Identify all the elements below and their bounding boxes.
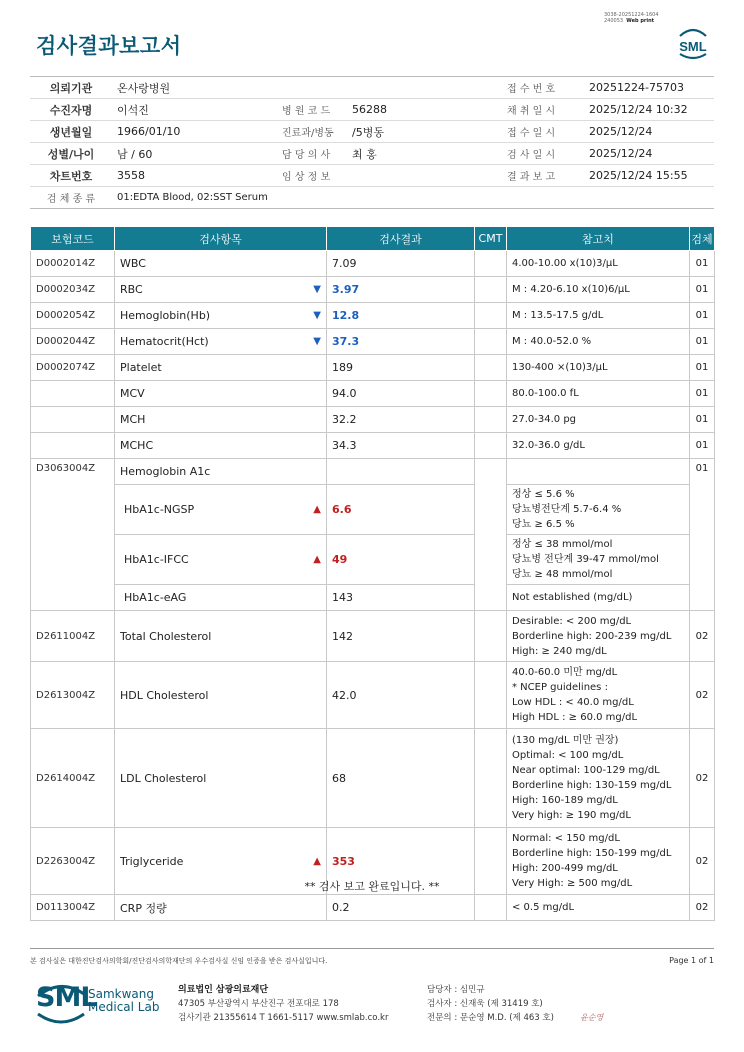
table-row bbox=[31, 303, 715, 329]
info-label: 검 체 종 류 bbox=[30, 187, 112, 209]
item-name: Triglyceride bbox=[120, 854, 184, 868]
result-cell bbox=[327, 251, 475, 277]
item-name-cell bbox=[115, 277, 327, 303]
ref-cell bbox=[507, 459, 690, 485]
ref-cell bbox=[507, 535, 690, 585]
result-value: 32.2 bbox=[332, 413, 357, 426]
ref-line: High: ≥ 240 mg/dL bbox=[512, 645, 607, 657]
table-row bbox=[31, 277, 715, 303]
item-name-cell bbox=[115, 611, 327, 662]
result-cell bbox=[327, 329, 475, 355]
ref-line: Desirable: < 200 mg/dL bbox=[512, 615, 632, 627]
staff-specialist: 전문의 : 문순영 M.D. (제 463 호) bbox=[427, 1013, 554, 1023]
arrow-up-icon: ▲ bbox=[313, 855, 321, 867]
results-header-row bbox=[31, 227, 715, 251]
table-row bbox=[31, 251, 715, 277]
org-info bbox=[178, 983, 388, 1025]
logo-brand bbox=[88, 988, 159, 1014]
specimen-cell: 01 bbox=[690, 251, 715, 277]
info-row bbox=[30, 165, 714, 187]
ref-line: Borderline high: 150-199 mg/dL bbox=[512, 848, 672, 859]
item-name-wrap bbox=[120, 591, 321, 604]
result-value: 3.97 bbox=[332, 283, 360, 296]
col-header-code: 보험코드 bbox=[31, 227, 115, 251]
arrow-up-icon: ▲ bbox=[313, 504, 321, 515]
item-name: HbA1c-IFCC bbox=[124, 553, 189, 566]
result-cell bbox=[327, 485, 475, 535]
specimen-cell: 01 bbox=[690, 277, 715, 303]
item-name-cell bbox=[115, 251, 327, 277]
col-header-specimen: 검체 bbox=[690, 227, 715, 251]
table-row bbox=[31, 407, 715, 433]
ref-line: Low HDL : < 40.0 mg/dL bbox=[512, 697, 634, 708]
ref-line: Normal: < 150 mg/dL bbox=[512, 833, 620, 844]
ref-line: Not established (mg/dL) bbox=[512, 592, 633, 603]
item-name: HDL Cholesterol bbox=[120, 688, 209, 702]
info-label: 접 수 번 호 bbox=[502, 77, 584, 99]
org-contact: 검사기관 21355614 T 1661-5117 www.smlab.co.kr bbox=[178, 1013, 389, 1023]
cmt-cell bbox=[475, 662, 507, 729]
result-value: 68 bbox=[332, 771, 346, 785]
info-label bbox=[277, 77, 347, 99]
info-label: 병 원 코 드 bbox=[277, 99, 347, 121]
specimen-value: 01:EDTA Blood, 02:SST Serum bbox=[112, 187, 714, 209]
info-value: 20251224-75703 bbox=[584, 77, 714, 99]
table-row-subitem bbox=[31, 535, 715, 585]
info-label: 결 과 보 고 bbox=[502, 165, 584, 187]
cmt-cell bbox=[475, 251, 507, 277]
arrow-down-icon: ▼ bbox=[313, 310, 321, 321]
sml-logo-text: SML bbox=[679, 39, 707, 54]
info-label: 진료과/병동 bbox=[277, 121, 347, 143]
result-value: 353 bbox=[332, 854, 355, 868]
ref-cell: 80.0-100.0 fL bbox=[507, 381, 690, 407]
result-value: 7.09 bbox=[332, 257, 357, 270]
item-name: Platelet bbox=[120, 361, 162, 374]
item-name-cell bbox=[115, 329, 327, 355]
table-row bbox=[31, 381, 715, 407]
ref-line: Optimal: < 100 mg/dL bbox=[512, 750, 624, 761]
col-header-ref: 참고치 bbox=[507, 227, 690, 251]
cmt-cell bbox=[475, 729, 507, 828]
result-cell bbox=[327, 729, 475, 828]
info-value: 2025/12/24 10:32 bbox=[584, 99, 714, 121]
info-row bbox=[30, 77, 714, 99]
ref-line: 정상 ≤ 5.6 % bbox=[512, 489, 575, 500]
cmt-cell bbox=[475, 407, 507, 433]
result-cell bbox=[327, 895, 475, 921]
footer-divider bbox=[30, 948, 714, 949]
ref-cell: 130-400 ×(10)3/μL bbox=[507, 355, 690, 381]
item-name: Hemoglobin A1c bbox=[120, 465, 211, 478]
arrow-down-icon: ▼ bbox=[313, 336, 321, 347]
item-name-cell bbox=[115, 407, 327, 433]
result-cell bbox=[327, 407, 475, 433]
result-cell bbox=[327, 381, 475, 407]
code-cell: D2611004Z bbox=[31, 611, 115, 662]
ref-cell: 32.0-36.0 g/dL bbox=[507, 433, 690, 459]
code-cell: D0002014Z bbox=[31, 251, 115, 277]
specimen-cell: 01 bbox=[690, 433, 715, 459]
result-value: 34.3 bbox=[332, 439, 357, 452]
result-cell bbox=[327, 459, 475, 485]
ref-cell: M : 4.20-6.10 x(10)6/μL bbox=[507, 277, 690, 303]
info-value: 2025/12/24 15:55 bbox=[584, 165, 714, 187]
item-name: Total Cholesterol bbox=[120, 629, 212, 643]
result-value: 12.8 bbox=[332, 309, 360, 322]
web-print-label: Web print bbox=[626, 18, 655, 24]
ref-cell bbox=[507, 662, 690, 729]
specimen-cell: 02 bbox=[690, 662, 715, 729]
item-name-cell bbox=[115, 895, 327, 921]
item-name: Hematocrit(Hct) bbox=[120, 335, 209, 348]
ref-line: 당뇨 ≥ 48 mmol/mol bbox=[512, 569, 613, 580]
ref-line: * NCEP guidelines : bbox=[512, 682, 608, 693]
cmt-cell bbox=[475, 303, 507, 329]
item-name-wrap bbox=[120, 503, 321, 516]
table-row-a1c bbox=[31, 459, 715, 485]
item-name: LDL Cholesterol bbox=[120, 771, 207, 785]
item-name-wrap bbox=[120, 553, 321, 566]
org-name: 의료법인 삼광의료재단 bbox=[178, 985, 269, 995]
specimen-cell: 02 bbox=[690, 828, 715, 895]
item-name: MCV bbox=[120, 387, 145, 400]
ref-cell: 4.00-10.00 x(10)3/μL bbox=[507, 251, 690, 277]
info-label: 접 수 일 시 bbox=[502, 121, 584, 143]
info-label: 수진자명 bbox=[30, 99, 112, 121]
code-cell: D0113004Z bbox=[31, 895, 115, 921]
info-value: 2025/12/24 bbox=[584, 143, 714, 165]
ref-line: Borderline high: 130-159 mg/dL bbox=[512, 780, 672, 791]
ref-cell bbox=[507, 729, 690, 828]
result-value: 142 bbox=[332, 629, 353, 643]
org-address: 47305 부산광역시 부산진구 전포대로 178 bbox=[178, 999, 339, 1009]
code-cell: D0002034Z bbox=[31, 277, 115, 303]
table-row bbox=[31, 433, 715, 459]
item-name-cell bbox=[115, 303, 327, 329]
specimen-cell: 01 bbox=[690, 303, 715, 329]
table-row bbox=[31, 355, 715, 381]
cmt-cell bbox=[475, 459, 507, 611]
cmt-cell bbox=[475, 895, 507, 921]
info-value: /5병동 bbox=[347, 121, 502, 143]
ref-line: Very High: ≥ 500 mg/dL bbox=[512, 878, 633, 889]
info-value: 3558 bbox=[112, 165, 277, 187]
info-label: 담 당 의 사 bbox=[277, 143, 347, 165]
cmt-cell bbox=[475, 355, 507, 381]
col-header-cmt: CMT bbox=[475, 227, 507, 251]
item-name-wrap bbox=[120, 630, 321, 643]
info-value bbox=[347, 165, 502, 187]
info-value: 최 홍 bbox=[347, 143, 502, 165]
item-name: RBC bbox=[120, 283, 143, 296]
info-value: 1966/01/10 bbox=[112, 121, 277, 143]
info-label: 차트번호 bbox=[30, 165, 112, 187]
item-name: CRP 정량 bbox=[120, 901, 167, 915]
item-name-wrap bbox=[120, 257, 321, 270]
info-value: 남 / 60 bbox=[112, 143, 277, 165]
item-name: MCHC bbox=[120, 439, 154, 452]
ref-line: 정상 ≤ 38 mmol/mol bbox=[512, 539, 613, 550]
code-cell: D0002074Z bbox=[31, 355, 115, 381]
info-row-specimen bbox=[30, 187, 714, 209]
specimen-cell: 01 bbox=[690, 329, 715, 355]
web-print-stamp bbox=[604, 12, 659, 24]
ref-line: 당뇨 ≥ 6.5 % bbox=[512, 519, 575, 530]
ref-cell bbox=[507, 611, 690, 662]
samkwang-logo bbox=[36, 980, 166, 1026]
result-cell bbox=[327, 303, 475, 329]
info-label: 검 사 일 시 bbox=[502, 143, 584, 165]
info-value: 이석진 bbox=[112, 99, 277, 121]
cmt-cell bbox=[475, 433, 507, 459]
info-value: 온사랑병원 bbox=[112, 77, 277, 99]
page-title: 검사결과보고서 bbox=[36, 34, 182, 58]
ref-line: < 0.5 mg/dL bbox=[512, 902, 575, 913]
certification-note: 본 검사실은 대한진단검사의학회/진단검사의학재단의 우수검사실 신임 인증을 받은 검사실입니다. bbox=[30, 957, 328, 965]
arrow-down-icon: ▼ bbox=[313, 284, 321, 295]
info-label: 생년월일 bbox=[30, 121, 112, 143]
table-row-subitem bbox=[31, 585, 715, 611]
specimen-cell: 01 bbox=[690, 381, 715, 407]
result-value: 189 bbox=[332, 361, 353, 374]
ref-cell bbox=[507, 895, 690, 921]
page-number: Page 1 of 1 bbox=[669, 956, 714, 965]
table-row-subitem bbox=[31, 485, 715, 535]
info-label: 의뢰기관 bbox=[30, 77, 112, 99]
result-value: 94.0 bbox=[332, 387, 357, 400]
web-print-id: 3038-20251224-1604 bbox=[604, 12, 659, 18]
ref-line: High: 200-499 mg/dL bbox=[512, 863, 618, 874]
result-value: 143 bbox=[332, 591, 353, 604]
code-cell bbox=[31, 381, 115, 407]
arrow-up-icon: ▲ bbox=[313, 554, 321, 565]
item-name-wrap bbox=[120, 689, 321, 702]
item-name-wrap bbox=[120, 387, 321, 400]
info-row bbox=[30, 99, 714, 121]
info-label: 성별/나이 bbox=[30, 143, 112, 165]
report-complete-text: ** 검사 보고 완료입니다. ** bbox=[304, 880, 440, 893]
item-name-wrap bbox=[120, 900, 321, 916]
info-label: 임 상 정 보 bbox=[277, 165, 347, 187]
sml-logo-icon bbox=[674, 24, 712, 62]
ref-line: 40.0-60.0 미만 mg/dL bbox=[512, 667, 618, 678]
result-value: 6.6 bbox=[332, 503, 352, 516]
item-name-wrap bbox=[120, 439, 321, 452]
code-cell: D0002044Z bbox=[31, 329, 115, 355]
info-value: 56288 bbox=[347, 99, 502, 121]
item-name-wrap bbox=[120, 361, 321, 374]
ref-line: High HDL : ≥ 60.0 mg/dL bbox=[512, 712, 638, 723]
item-name-wrap bbox=[120, 335, 321, 348]
item-name-cell bbox=[115, 355, 327, 381]
code-cell: D2613004Z bbox=[31, 662, 115, 729]
code-cell bbox=[31, 433, 115, 459]
table-row bbox=[31, 895, 715, 921]
code-cell: D3063004Z bbox=[31, 459, 115, 611]
staff-tester: 검사자 : 신재욱 (제 31419 호) bbox=[427, 999, 543, 1009]
result-cell bbox=[327, 535, 475, 585]
specimen-cell: 02 bbox=[690, 611, 715, 662]
col-header-result: 검사결과 bbox=[327, 227, 475, 251]
item-name-wrap bbox=[120, 309, 321, 322]
item-name-cell bbox=[115, 459, 327, 485]
item-name: Hemoglobin(Hb) bbox=[120, 309, 211, 322]
table-row bbox=[31, 729, 715, 828]
item-name-cell bbox=[115, 535, 327, 585]
item-name: WBC bbox=[120, 257, 146, 270]
ref-line: 당뇨병전단계 5.7-6.4 % bbox=[512, 504, 622, 515]
code-cell: D2614004Z bbox=[31, 729, 115, 828]
item-name-cell bbox=[115, 585, 327, 611]
cmt-cell bbox=[475, 277, 507, 303]
logo-line1: Samkwang bbox=[88, 987, 154, 1001]
item-name-wrap bbox=[120, 772, 321, 785]
specimen-cell: 01 bbox=[690, 355, 715, 381]
ref-line: Borderline high: 200-239 mg/dL bbox=[512, 630, 672, 642]
signature: 윤순영 bbox=[580, 1013, 604, 1022]
info-value: 2025/12/24 bbox=[584, 121, 714, 143]
code-cell: D2263004Z bbox=[31, 828, 115, 895]
ref-cell: M : 13.5-17.5 g/dL bbox=[507, 303, 690, 329]
staff-info bbox=[427, 983, 554, 1025]
ref-cell: 27.0-34.0 pg bbox=[507, 407, 690, 433]
web-print-id2: 240053 bbox=[604, 18, 624, 24]
staff-manager: 담당자 : 심민규 bbox=[427, 985, 485, 995]
code-cell bbox=[31, 407, 115, 433]
ref-cell bbox=[507, 485, 690, 535]
ref-line: High: 160-189 mg/dL bbox=[512, 795, 618, 806]
item-name-wrap bbox=[120, 413, 321, 426]
item-name-wrap bbox=[120, 465, 321, 478]
item-name-wrap bbox=[120, 855, 321, 868]
results-table bbox=[30, 226, 715, 921]
result-value: 42.0 bbox=[332, 688, 357, 702]
logo-line2: Medical Lab bbox=[88, 1000, 160, 1014]
item-name-cell bbox=[115, 662, 327, 729]
item-name-cell bbox=[115, 485, 327, 535]
specimen-cell: 02 bbox=[690, 729, 715, 828]
code-cell: D0002054Z bbox=[31, 303, 115, 329]
ref-cell: M : 40.0-52.0 % bbox=[507, 329, 690, 355]
result-cell bbox=[327, 355, 475, 381]
result-cell bbox=[327, 662, 475, 729]
table-row bbox=[31, 329, 715, 355]
result-value: 49 bbox=[332, 553, 348, 566]
result-cell bbox=[327, 585, 475, 611]
item-name-cell bbox=[115, 433, 327, 459]
ref-line: (130 mg/dL 미만 권장) bbox=[512, 735, 619, 746]
item-name-wrap bbox=[120, 283, 321, 296]
table-row bbox=[31, 662, 715, 729]
ref-line: Very high: ≥ 190 mg/dL bbox=[512, 810, 631, 821]
item-name: HbA1c-NGSP bbox=[124, 503, 195, 516]
cmt-cell bbox=[475, 611, 507, 662]
table-row bbox=[31, 611, 715, 662]
ref-cell bbox=[507, 585, 690, 611]
result-cell bbox=[327, 277, 475, 303]
info-value bbox=[347, 77, 502, 99]
ref-line: 당뇨병 전단계 39-47 mmol/mol bbox=[512, 554, 659, 565]
col-header-item: 검사항목 bbox=[115, 227, 327, 251]
specimen-cell: 02 bbox=[690, 895, 715, 921]
cmt-cell bbox=[475, 329, 507, 355]
specimen-cell: 01 bbox=[690, 459, 715, 611]
item-name: HbA1c-eAG bbox=[124, 591, 187, 604]
info-row bbox=[30, 143, 714, 165]
result-cell bbox=[327, 611, 475, 662]
cmt-cell bbox=[475, 381, 507, 407]
item-name-cell bbox=[115, 729, 327, 828]
result-value: 37.3 bbox=[332, 335, 360, 348]
info-row bbox=[30, 121, 714, 143]
logo-sml-text: SML bbox=[36, 982, 97, 1013]
info-label: 채 취 일 시 bbox=[502, 99, 584, 121]
item-name-cell bbox=[115, 381, 327, 407]
patient-info-table bbox=[30, 76, 714, 209]
specimen-cell: 01 bbox=[690, 407, 715, 433]
result-cell bbox=[327, 433, 475, 459]
ref-line: Near optimal: 100-129 mg/dL bbox=[512, 765, 660, 776]
item-name: MCH bbox=[120, 413, 146, 426]
result-value: 0.2 bbox=[332, 901, 350, 914]
